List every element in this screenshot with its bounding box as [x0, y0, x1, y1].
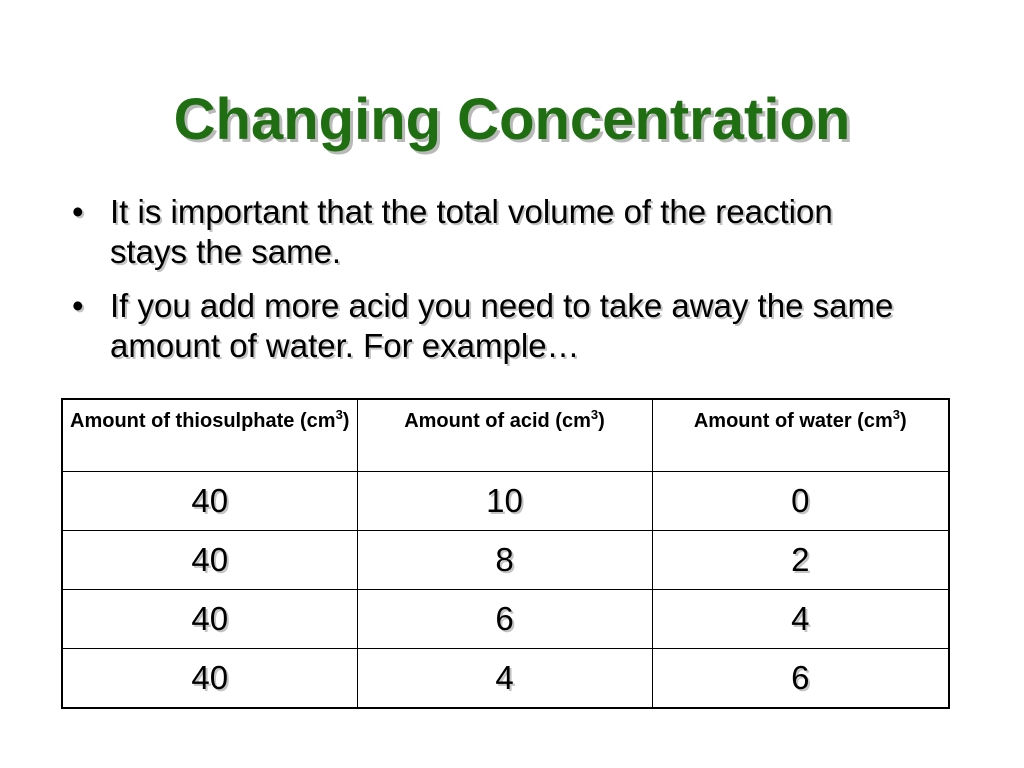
cell-water: 4: [652, 589, 949, 648]
bullet-list: [70, 192, 910, 380]
cell-water: 2: [652, 530, 949, 589]
cell-thiosulphate: 40: [62, 648, 357, 708]
slide-title: Changing Concentration: [173, 87, 851, 152]
concentration-table: [61, 398, 950, 709]
cell-water: 0: [652, 471, 949, 530]
bullet-item: [70, 286, 910, 366]
header-acid: Amount of acid $(cm^3)$: [357, 399, 652, 471]
cell-thiosulphate: 40: [62, 471, 357, 530]
bullet-text: It is important that the total volume of the reaction stays the same.: [110, 193, 833, 270]
table-row: [62, 530, 949, 589]
cell-acid: 10: [357, 471, 652, 530]
table-row: [62, 471, 949, 530]
table-row: [62, 589, 949, 648]
cell-thiosulphate: 40: [62, 589, 357, 648]
cell-acid: 6: [357, 589, 652, 648]
bullet-item: [70, 192, 910, 272]
cell-water: 6: [652, 648, 949, 708]
cell-thiosulphate: 40: [62, 530, 357, 589]
header-water: Amount of water $(cm^3)$: [652, 399, 949, 471]
bullet-marker: •: [72, 287, 84, 324]
bullet-text: If you add more acid you need to take away the same amount of water. For example…: [110, 287, 894, 364]
header-thiosulphate: Amount of thiosulphate $(cm^3)$: [62, 399, 357, 471]
bullet-marker: •: [72, 193, 84, 230]
cell-acid: 4: [357, 648, 652, 708]
table-header-row: [62, 399, 949, 471]
table-row: [62, 648, 949, 708]
cell-acid: 8: [357, 530, 652, 589]
